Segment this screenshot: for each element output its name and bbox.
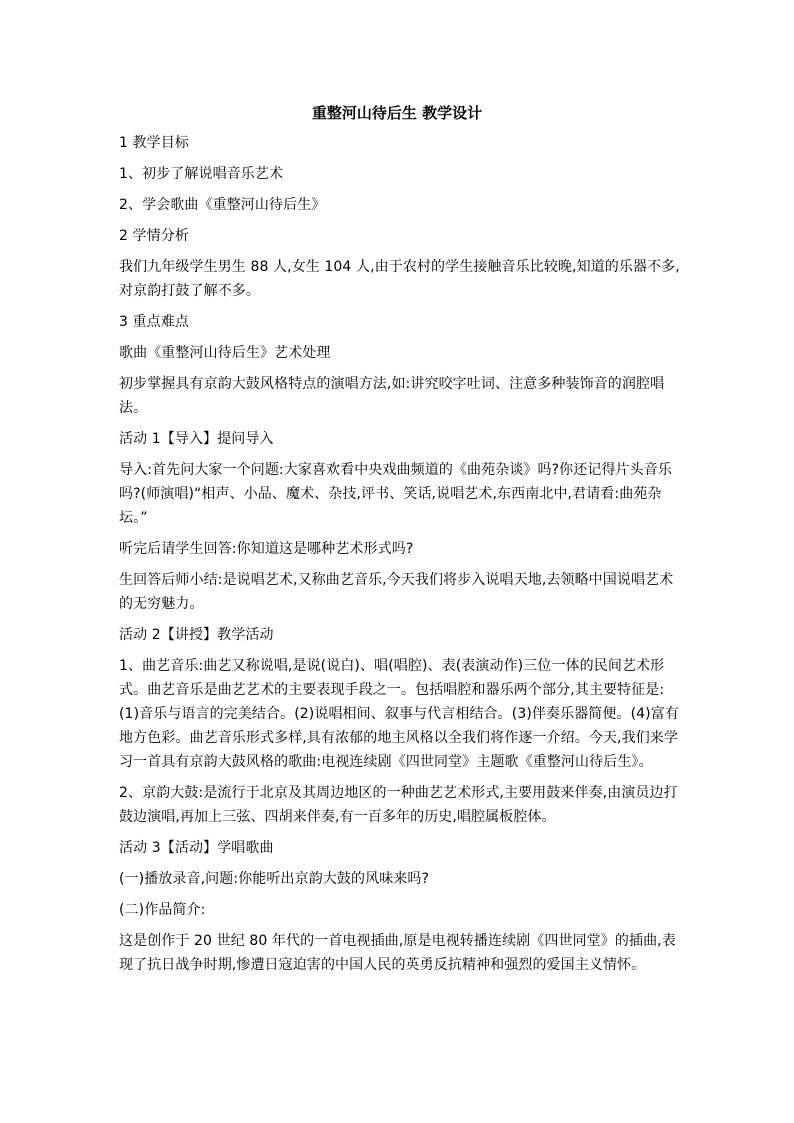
- body-paragraph: 生回答后师小结:是说唱艺术,又称曲艺音乐,今天我们将步入说唱天地,去领略中国说唱艺术的无穷魅力。: [119, 572, 674, 612]
- body-paragraph: 初步掌握具有京韵大鼓风格特点的演唱方法,如:讲究咬字吐词、注意多种装饰音的润腔唱法。: [119, 376, 665, 416]
- body-paragraph: 1、曲艺音乐:曲艺又称说唱,是说(说白)、唱(唱腔)、表(表演动作)三位一体的民间艺术形式。曲艺音乐是曲艺艺术的主要表现手段之一。包括唱腔和器乐两个部分,其主要特征是:(1)音乐与语言的完美结合。(2)说唱相间、叙事与代言相结合。(3)伴奏乐器简便。(4)富有地方色彩。曲艺音乐形式多样,具有浓郁的地主风格以全我们将作逐一介绍。今天,我们来学习一首具有京韵大鼓风格的歌曲:电视连续剧《四世同堂》主题歌《重整河山待后生》。: [119, 658, 679, 770]
- document-title: 重整河山待后生 教学设计: [311, 104, 483, 122]
- objective-item: 2、学会歌曲《重整河山待后生》: [119, 197, 326, 213]
- body-paragraph: (一)播放录音,问题:你能听出京韵大鼓的风味来吗?: [119, 871, 430, 887]
- activity-heading: 活动 3【活动】学唱歌曲: [119, 840, 274, 856]
- activity-heading: 活动 1【导入】提问导入: [119, 431, 274, 447]
- document-body: [119, 131, 681, 984]
- objective-item: 1、初步了解说唱音乐艺术: [119, 166, 284, 182]
- body-paragraph: (二)作品简介:: [119, 902, 206, 918]
- body-paragraph: 歌曲《重整河山待后生》艺术处理: [119, 345, 331, 361]
- body-paragraph: 2、京韵大鼓:是流行于北京及其周边地区的一种曲艺艺术形式,主要用鼓来伴奏,由演员边打鼓边演唱,再加上三弦、四胡来伴奏,有一百多年的历史,唱腔属板腔体。: [119, 785, 678, 825]
- activity-heading: 活动 2【讲授】教学活动: [119, 627, 274, 643]
- section-heading-analysis: 2 学情分析: [119, 228, 189, 244]
- section-heading-objectives: 1 教学目标: [119, 135, 189, 151]
- body-paragraph: 这是创作于 20 世纪 80 年代的一首电视插曲,原是电视转播连续剧《四世同堂》的插曲,表现了抗日战争时期,惨遭日寇迫害的中国人民的英勇反抗精神和强烈的爱国主义情怀。: [119, 933, 676, 973]
- body-paragraph: 我们九年级学生男生 88 人,女生 104 人,由于农村的学生接触音乐比较晚,知道的乐器不多,对京韵打鼓了解不多。: [119, 259, 680, 299]
- body-paragraph: 听完后请学生回答:你知道这是哪种艺术形式吗?: [119, 541, 414, 557]
- body-paragraph: 导入:首先问大家一个问题:大家喜欢看中央戏曲频道的《曲苑杂谈》吗?你还记得片头音乐吗?(师演唱)“相声、小品、魔术、杂技,评书、笑话,说唱艺术,东西南北中,君请看:曲苑杂坛。”: [119, 462, 672, 526]
- section-heading-key-points: 3 重点难点: [119, 314, 189, 330]
